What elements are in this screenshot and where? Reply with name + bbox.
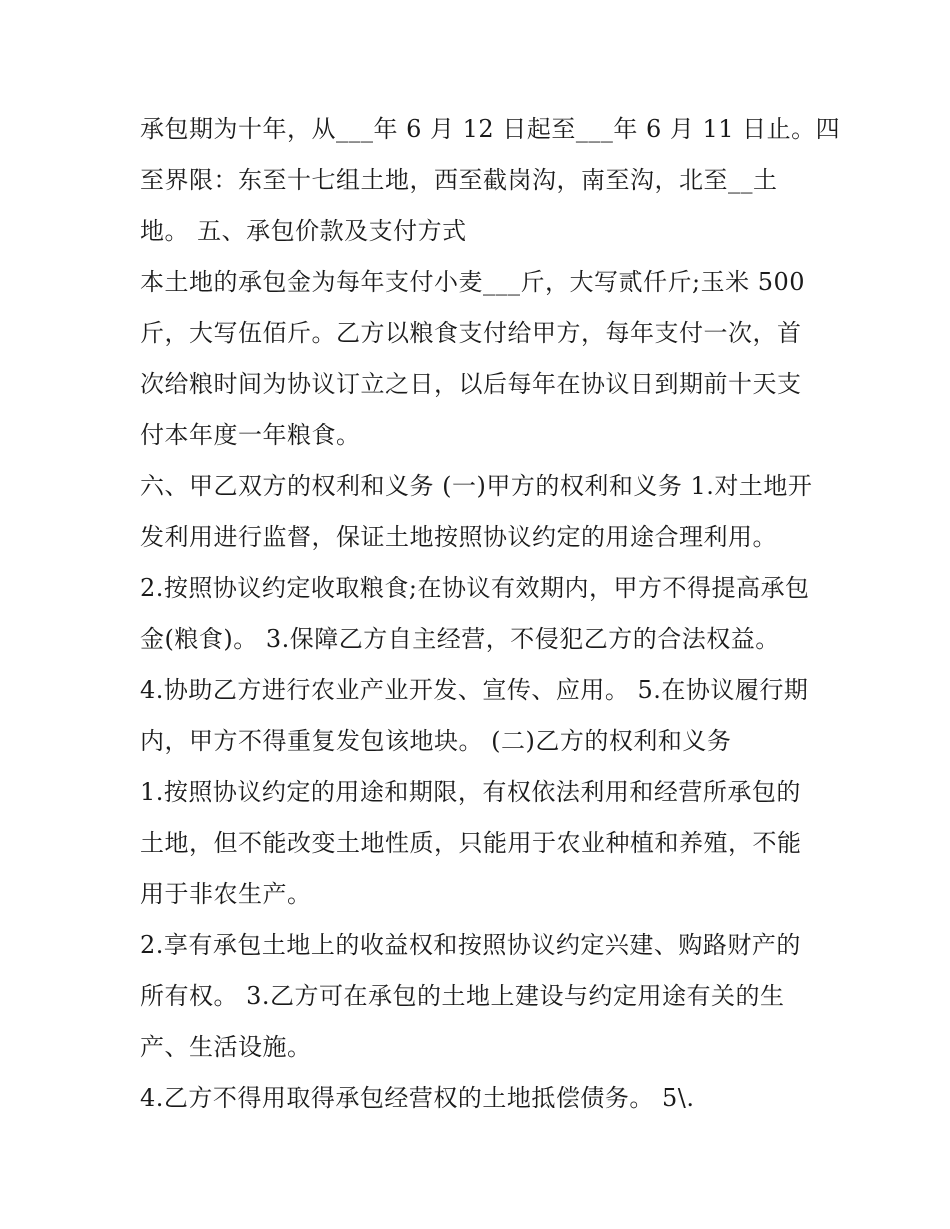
text-line: 土地，但不能改变土地性质，只能用于农业种植和养殖，不能	[140, 829, 802, 857]
text-line: 4.协助乙方进行农业产业开发、宣传、应用。 5.在协议履行期	[140, 676, 809, 704]
text-line: 产、生活设施。	[140, 1033, 312, 1061]
text-line: 用于非农生产。	[140, 880, 312, 908]
text-line: 次给粮时间为协议订立之日，以后每年在协议日到期前十天支	[140, 370, 802, 398]
text-line: 2.按照协议约定收取粮食;在协议有效期内，甲方不得提高承包	[140, 574, 810, 602]
text-line: 发利用进行监督，保证土地按照协议约定的用途合理利用。	[140, 523, 777, 551]
text-line: 2.享有承包土地上的收益权和按照协议约定兴建、购路财产的	[140, 931, 801, 959]
text-line: 六、甲乙双方的权利和义务 (一)甲方的权利和义务 1.对土地开	[140, 472, 813, 500]
contract-body	[140, 104, 841, 1124]
text-line: 地。 五、承包价款及支付方式	[140, 217, 467, 245]
text-line: 至界限：东至十七组土地，西至截岗沟，南至沟，北至__土	[140, 166, 778, 194]
text-line: 斤，大写伍佰斤。乙方以粮食支付给甲方，每年支付一次，首	[140, 319, 802, 347]
text-line: 本土地的承包金为每年支付小麦___斤，大写贰仟斤;玉米 500	[140, 268, 806, 296]
text-line: 金(粮食)。 3.保障乙方自主经营，不侵犯乙方的合法权益。	[140, 625, 780, 653]
text-line: 承包期为十年，从___年 6 月 12 日起至___年 6 月 11 日止。四	[140, 115, 841, 143]
text-line: 所有权。 3.乙方可在承包的土地上建设与约定用途有关的生	[140, 982, 785, 1010]
text-line: 4.乙方不得用取得承包经营权的土地抵偿债务。 5\.	[140, 1084, 695, 1112]
text-line: 内，甲方不得重复发包该地块。 (二)乙方的权利和义务	[140, 727, 732, 755]
text-line: 付本年度一年粮食。	[140, 421, 361, 449]
text-line: 1.按照协议约定的用途和期限，有权依法利用和经营所承包的	[140, 778, 801, 806]
